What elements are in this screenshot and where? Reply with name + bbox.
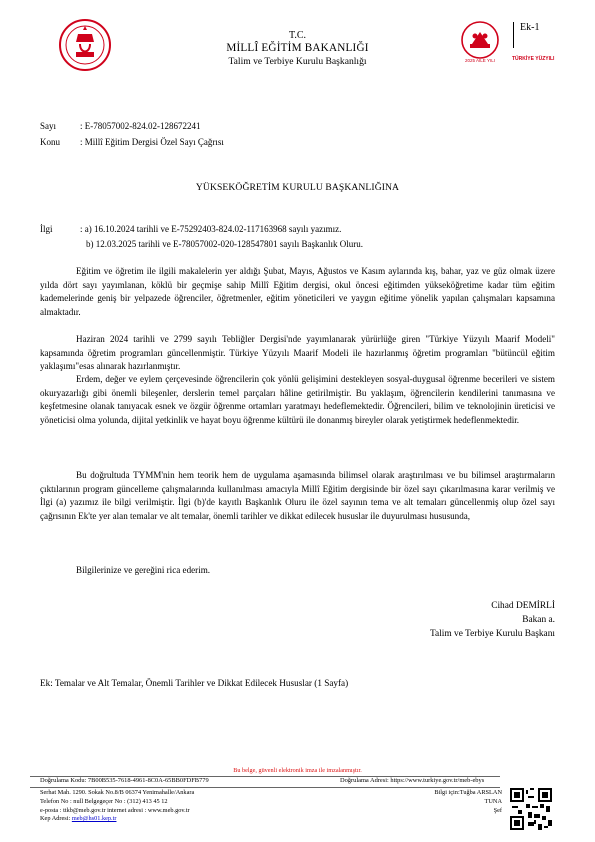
turkiye-yuzyili-label: TÜRKİYE YÜZYILI xyxy=(512,56,555,62)
phone-line: Telefon No : null Belgegeçer No : (312) 413 45 12 xyxy=(40,797,168,805)
footer-rule-bottom xyxy=(30,787,500,788)
sayi-value: : E-78057002-824.02-128672241 xyxy=(80,121,201,131)
signature-name: Cihad DEMİRLİ xyxy=(491,601,555,611)
info-label: Bilgi için:Tuğba ARSLAN xyxy=(434,789,502,796)
ilgi-label: İlgi xyxy=(40,224,53,234)
ek-line: Ek: Temalar ve Alt Temalar, Önemli Tarihler ve Dikkat Edilecek Hususlar (1 Sayfa) xyxy=(40,678,349,688)
signature-block xyxy=(430,599,555,641)
konu-value: : Millî Eğitim Dergisi Özel Sayı Çağrısı xyxy=(80,137,224,147)
ilgi-b-row xyxy=(86,239,363,249)
signature-role: Bakan a. xyxy=(522,615,555,625)
paragraph-2: Haziran 2024 tarihli ve 2799 sayılı Tebliğler Dergisi'nde yayımlanarak yürürlüğe giren "Türkiye Yüzyılı Maarif Modeli" kapsamında öğretim programları güncellenmiştir. Türkiye Yüzyılı Maarif Modeli ile hazırlanmış öğretim programları "bütüncül eğitim yaklaşımı"esas alınarak hazırlanmıştır. xyxy=(40,334,555,372)
info-role: Şef xyxy=(493,806,502,814)
paragraph-5: Bilgilerinize ve gereğini rica ederim. xyxy=(76,565,211,575)
paragraph-1: Eğitim ve öğretim ile ilgili makalelerin yer aldığı Şubat, Mayıs, Ağustos ve Kasım aylarında kış, bahar, yaz ve güz olmak üzere yılda dört sayı yayımlanan, köklü bir geçmişe sahip Millî Eğitim dergisi, okul öncesi eğitimden yükseköğretime kadar tüm eğitim kademelerinde geniş bir yelpazede öğrenciler, öğretmenler, eğitim yöneticileri ve yaygın eğitime yönelik yapılan çalışmaları kapsamına almaktadır. xyxy=(40,266,555,318)
sayi-row xyxy=(40,121,201,131)
paragraph-3: Erdem, değer ve eylem çerçevesinde öğrencilerin çok yönlü gelişimini destekleyen sosyal-duygusal öğrenme becerileri ve sistem okuryazarlığı gibi önemli bileşenler, derslerin temel parçaları hâline getirilmiştir. Bu yaklaşım, öğrencilerin kendilerini tanımasına ve keşfetmesine olanak tanıyacak esnek ve özgür öğrenme ortamları yaratmayı hedeflemektedir. Öğrencileri, bilim ve teknolojinin üreticisi ve yöneticisi olma yolunda, dijital yetkinlik ve hayat boyu öğrenme kültürü ile donanmış bireyler olarak yetiştirmek hedeflenmektedir. xyxy=(40,374,555,426)
konu-row xyxy=(40,137,224,147)
ilgi-b: b) 12.03.2025 tarihli ve E-78057002-020-128547801 sayılı Başkanlık Oluru. xyxy=(86,239,363,249)
ilgi-a-row xyxy=(40,224,341,234)
verification-address[interactable]: Doğrulama Adresi: https://www.turkiye.gov.tr/meb-ebys xyxy=(340,777,485,784)
ek-box xyxy=(513,22,573,48)
info-block xyxy=(380,789,502,815)
ilgi-a: : a) 16.10.2024 tarihli ve E-75292403-824.02-117163968 sayılı yazımız. xyxy=(80,224,342,234)
paragraph-4: Bu doğrultuda TYMM'nin hem teorik hem de uygulama aşamasında bilimsel olarak araştırılması ve bu bilimsel araştırmaların çıktılarının program güncelleme çalışmalarında kullanılması amacıyla Millî Eğitim dergisinde bir özel sayı çıkarılmasına karar verilmiş ve İlgi (a) yazımız ile bilgi verilmiştir. İlgi (b)'de kayıtlı Başkanlık Oluru ile özel sayının tema ve alt temaları güncellenmiş olup özel sayı çağrısının Ek'te yer alan temalar ve alt temalar, önemli tarihler ve dikkat edilecek hususlar ile duyurulması hususunda, xyxy=(40,470,555,522)
kep-line xyxy=(40,815,194,824)
email-line: e-posta : ttkb@meb.gov.tr internet adresi : www.meb.gov.tr xyxy=(40,806,190,814)
sayi-label: Sayı xyxy=(40,121,57,131)
konu-label: Konu xyxy=(40,137,60,147)
signature-title: Talim ve Terbiye Kurulu Başkanı xyxy=(429,629,555,639)
contact-block xyxy=(40,789,194,824)
esign-notice: Bu belge, güvenli elektronik imza ile imzalanmıştır. xyxy=(233,767,362,774)
info-name: TUNA xyxy=(484,797,502,805)
kep-label: Kep Adresi: xyxy=(40,815,72,823)
address-line: Serhat Mah. 1290. Sokak No.8/B 06374 Yenimahalle/Ankara xyxy=(40,789,195,796)
header-ministry: MİLLÎ EĞİTİM BAKANLIĞI xyxy=(226,42,369,54)
kep-link[interactable]: meb@hs01.kep.tr xyxy=(71,815,117,823)
aile-yili-caption: 2025 AİLE YILI xyxy=(465,58,495,63)
ek-box-label: Ek-1 xyxy=(520,22,540,33)
header-line-tc: T.C. xyxy=(288,30,307,41)
verification-code: Doğrulama Kodu: 7B00B535-7618-4961-8C0A-65BB0FDFB779 xyxy=(40,777,209,784)
addressee: YÜKSEKÖĞRETİM KURULU BAŞKANLIĞINA xyxy=(195,182,400,193)
header-department: Talim ve Terbiye Kurulu Başkanlığı xyxy=(228,56,367,67)
qr-code xyxy=(510,788,552,830)
